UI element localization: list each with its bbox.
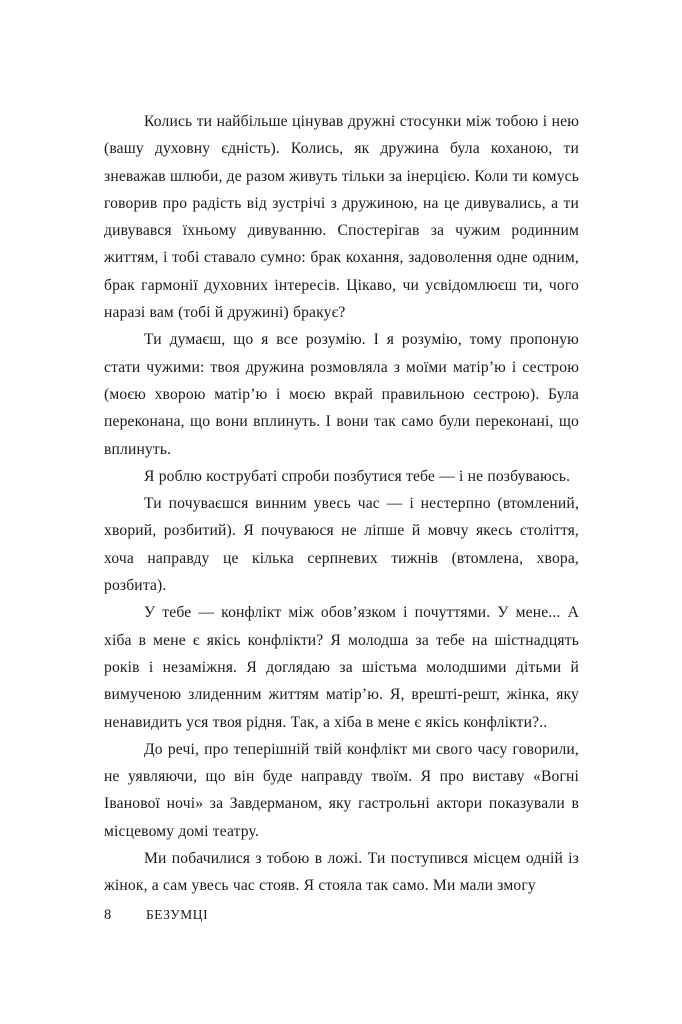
paragraph: У тебе — конфлікт між обов’язком і почуттями. У мене... А хіба в мене є якісь конфлікти? Я молодша за тебе на шістнадцять років і незаміжня. Я доглядаю за шістьма молодшими дітьми й вимученою злиденним життям матір’ю. Я, врешті-решт, жінка, яку ненавидить уся твоя рідня. Так, а хіба в мене є якісь конфлікти?.. bbox=[104, 604, 579, 731]
page-footer bbox=[104, 905, 579, 929]
paragraph: Колись ти найбільше цінував дружні стосунки між тобою і нею (вашу духовну єдність). Колись, як дружина була коханою, ти зневажав шлюби, де разом живуть тільки за інерцією. Коли ти комусь говорив про радість від зустрічі з дружиною, на це дивувались, а ти дивувався їхньому дивуванню. Спостерігав за чужим родинним життям, і тобі ставало сумно: брак кохання, задоволення одне одним, брак гармонії духовних інтересів. Цікаво, чи усвідомлюєш ти, чого наразі вам (тобі й дружині) бракує? bbox=[104, 113, 579, 322]
paragraph: Ти почуваєшся винним увесь час — і нестерпно (втомлений, хворий, розбитий). Я почуваюся не ліпше й мовчу якесь століття, хоча направду це кілька серпневих тижнів (втомлена, хвора, розбита). bbox=[104, 495, 579, 595]
running-title: БЕЗУМЦІ bbox=[146, 907, 209, 922]
paragraph: Ти думаєш, що я все розумію. І я розумію, тому пропоную стати чужими: твоя дружина розмовляла з моїми матір’ю і сестрою (моєю хворою матір’ю і моєю вкрай правильною сестрою). Була переконана, що вони вплинуть. І вони так само були переконані, що вплинуть. bbox=[104, 331, 579, 458]
paragraph: Я роблю кострубаті спроби позбутися тебе — і не позбуваюсь. bbox=[144, 467, 571, 485]
paragraph: Ми побачилися з тобою в ложі. Ти поступився місцем одній із жінок, а сам увесь час стояв. Я стояла так само. Ми мали змогу bbox=[104, 850, 579, 895]
page-text-block bbox=[104, 108, 579, 900]
page-number: 8 bbox=[104, 907, 112, 923]
paragraph: До речі, про теперішній твій конфлікт ми свого часу говорили, не уявляючи, що він буде направду твоїм. Я про виставу «Вогні Іванової ночі» за Завдерманом, яку гастрольні актори показували в місцевому домі театру. bbox=[104, 740, 579, 840]
